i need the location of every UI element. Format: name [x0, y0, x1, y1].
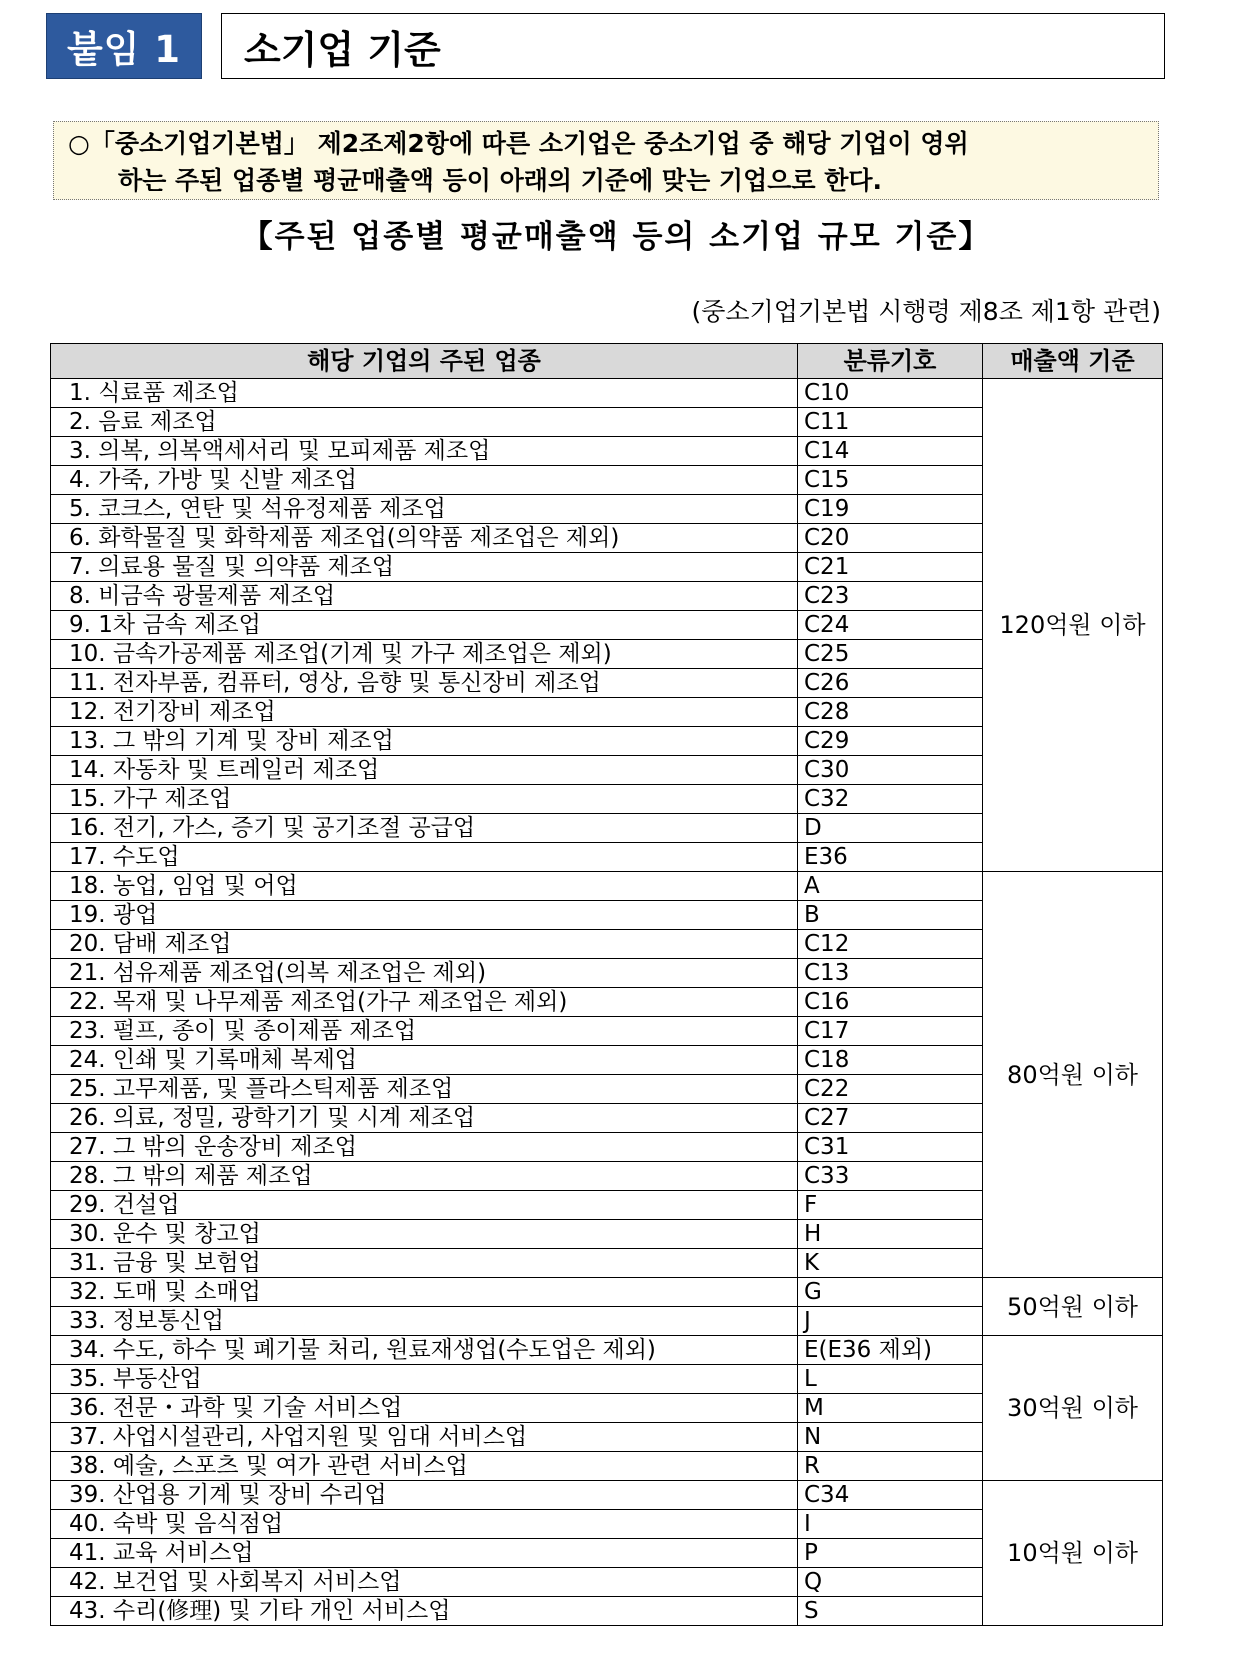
industry-cell: 40. 숙박 및 음식점업 — [51, 1510, 798, 1539]
classification-code-cell: C22 — [798, 1075, 983, 1104]
industry-cell: 8. 비금속 광물제품 제조업 — [51, 582, 798, 611]
classification-code-cell: C25 — [798, 640, 983, 669]
classification-code-cell: C16 — [798, 988, 983, 1017]
industry-cell: 23. 펄프, 종이 및 종이제품 제조업 — [51, 1017, 798, 1046]
classification-code-cell: M — [798, 1394, 983, 1423]
classification-code-cell: C29 — [798, 727, 983, 756]
industry-cell: 24. 인쇄 및 기록매체 복제업 — [51, 1046, 798, 1075]
industry-cell: 2. 음료 제조업 — [51, 408, 798, 437]
industry-cell: 41. 교육 서비스업 — [51, 1539, 798, 1568]
classification-code-cell: A — [798, 872, 983, 901]
classification-code-cell: R — [798, 1452, 983, 1481]
intro-note — [53, 121, 1159, 200]
industry-cell: 32. 도매 및 소매업 — [51, 1278, 798, 1307]
industry-cell: 3. 의복, 의복액세서리 및 모피제품 제조업 — [51, 437, 798, 466]
classification-code-cell: J — [798, 1307, 983, 1336]
industry-cell: 15. 가구 제조업 — [51, 785, 798, 814]
industry-cell: 9. 1차 금속 제조업 — [51, 611, 798, 640]
sales-threshold-cell: 10억원 이하 — [983, 1481, 1163, 1626]
industry-cell: 20. 담배 제조업 — [51, 930, 798, 959]
intro-note-line-1: ○「중소기업기본법」 제2조제2항에 따른 소기업은 중소기업 중 해당 기업이 영위 — [68, 129, 969, 158]
classification-code-cell: L — [798, 1365, 983, 1394]
industry-cell: 17. 수도업 — [51, 843, 798, 872]
classification-code-cell: C26 — [798, 669, 983, 698]
classification-code-cell: E(E36 제외) — [798, 1336, 983, 1365]
industry-cell: 34. 수도, 하수 및 폐기물 처리, 원료재생업(수도업은 제외) — [51, 1336, 798, 1365]
industry-cell: 19. 광업 — [51, 901, 798, 930]
classification-code-cell: C28 — [798, 698, 983, 727]
classification-code-cell: C27 — [798, 1104, 983, 1133]
industry-cell: 31. 금융 및 보험업 — [51, 1249, 798, 1278]
industry-cell: 28. 그 밖의 제품 제조업 — [51, 1162, 798, 1191]
industry-cell: 27. 그 밖의 운송장비 제조업 — [51, 1133, 798, 1162]
classification-code-cell: G — [798, 1278, 983, 1307]
classification-code-cell: C32 — [798, 785, 983, 814]
classification-code-cell: D — [798, 814, 983, 843]
classification-code-cell: C23 — [798, 582, 983, 611]
classification-code-cell: I — [798, 1510, 983, 1539]
classification-code-cell: C17 — [798, 1017, 983, 1046]
classification-code-cell: C34 — [798, 1481, 983, 1510]
classification-code-cell: C19 — [798, 495, 983, 524]
classification-code-cell: H — [798, 1220, 983, 1249]
industry-cell: 10. 금속가공제품 제조업(기계 및 가구 제조업은 제외) — [51, 640, 798, 669]
industry-cell: 25. 고무제품, 및 플라스틱제품 제조업 — [51, 1075, 798, 1104]
legal-reference: (중소기업기본법 시행령 제8조 제1항 관련) — [691, 297, 1161, 326]
classification-code-cell: C13 — [798, 959, 983, 988]
industry-cell: 18. 농업, 임업 및 어업 — [51, 872, 798, 901]
classification-code-cell: C11 — [798, 408, 983, 437]
industry-cell: 22. 목재 및 나무제품 제조업(가구 제조업은 제외) — [51, 988, 798, 1017]
classification-code-cell: C24 — [798, 611, 983, 640]
attachment-badge: 붙임 1 — [46, 13, 202, 79]
sales-threshold-cell: 80억원 이하 — [983, 872, 1163, 1278]
sales-threshold-cell: 50억원 이하 — [983, 1278, 1163, 1336]
classification-code-cell: C33 — [798, 1162, 983, 1191]
classification-code-cell: C21 — [798, 553, 983, 582]
industry-cell: 21. 섬유제품 제조업(의복 제조업은 제외) — [51, 959, 798, 988]
sales-threshold-cell: 120억원 이하 — [983, 379, 1163, 872]
industry-cell: 14. 자동차 및 트레일러 제조업 — [51, 756, 798, 785]
header-industry: 해당 기업의 주된 업종 — [51, 344, 798, 379]
industry-cell: 43. 수리(修理) 및 기타 개인 서비스업 — [51, 1597, 798, 1626]
classification-code-cell: B — [798, 901, 983, 930]
intro-note-line-2: 하는 주된 업종별 평균매출액 등이 아래의 기준에 맞는 기업으로 한다. — [118, 166, 883, 195]
classification-code-cell: C18 — [798, 1046, 983, 1075]
industry-cell: 11. 전자부품, 컴퓨터, 영상, 음향 및 통신장비 제조업 — [51, 669, 798, 698]
document-title: 소기업 기준 — [221, 13, 1165, 79]
industry-cell: 38. 예술, 스포츠 및 여가 관련 서비스업 — [51, 1452, 798, 1481]
industry-cell: 13. 그 밖의 기계 및 장비 제조업 — [51, 727, 798, 756]
industry-cell: 5. 코크스, 연탄 및 석유정제품 제조업 — [51, 495, 798, 524]
table-row — [51, 1336, 1163, 1365]
sales-threshold-cell: 30억원 이하 — [983, 1336, 1163, 1481]
industry-cell: 39. 산업용 기계 및 장비 수리업 — [51, 1481, 798, 1510]
small-business-criteria-table — [50, 343, 1163, 1626]
industry-cell: 6. 화학물질 및 화학제품 제조업(의약품 제조업은 제외) — [51, 524, 798, 553]
table-header-row — [51, 344, 1163, 379]
industry-cell: 7. 의료용 물질 및 의약품 제조업 — [51, 553, 798, 582]
header-code: 분류기호 — [798, 344, 983, 379]
table-body — [51, 379, 1163, 1626]
classification-code-cell: C30 — [798, 756, 983, 785]
classification-code-cell: C14 — [798, 437, 983, 466]
industry-cell: 12. 전기장비 제조업 — [51, 698, 798, 727]
industry-cell: 35. 부동산업 — [51, 1365, 798, 1394]
classification-code-cell: Q — [798, 1568, 983, 1597]
classification-code-cell: P — [798, 1539, 983, 1568]
industry-cell: 1. 식료품 제조업 — [51, 379, 798, 408]
industry-cell: 42. 보건업 및 사회복지 서비스업 — [51, 1568, 798, 1597]
classification-code-cell: C20 — [798, 524, 983, 553]
industry-cell: 33. 정보통신업 — [51, 1307, 798, 1336]
table-row — [51, 1481, 1163, 1510]
classification-code-cell: C12 — [798, 930, 983, 959]
industry-cell: 26. 의료, 정밀, 광학기기 및 시계 제조업 — [51, 1104, 798, 1133]
classification-code-cell: C10 — [798, 379, 983, 408]
header-sales: 매출액 기준 — [983, 344, 1163, 379]
industry-cell: 30. 운수 및 창고업 — [51, 1220, 798, 1249]
industry-cell: 4. 가죽, 가방 및 신발 제조업 — [51, 466, 798, 495]
table-subtitle: 【주된 업종별 평균매출액 등의 소기업 규모 기준】 — [241, 219, 992, 255]
industry-cell: 36. 전문・과학 및 기술 서비스업 — [51, 1394, 798, 1423]
table-row — [51, 1278, 1163, 1307]
table-row — [51, 379, 1163, 408]
industry-cell: 29. 건설업 — [51, 1191, 798, 1220]
industry-cell: 16. 전기, 가스, 증기 및 공기조절 공급업 — [51, 814, 798, 843]
table-row — [51, 872, 1163, 901]
classification-code-cell: K — [798, 1249, 983, 1278]
classification-code-cell: C15 — [798, 466, 983, 495]
industry-cell: 37. 사업시설관리, 사업지원 및 임대 서비스업 — [51, 1423, 798, 1452]
classification-code-cell: E36 — [798, 843, 983, 872]
classification-code-cell: F — [798, 1191, 983, 1220]
classification-code-cell: S — [798, 1597, 983, 1626]
classification-code-cell: C31 — [798, 1133, 983, 1162]
classification-code-cell: N — [798, 1423, 983, 1452]
